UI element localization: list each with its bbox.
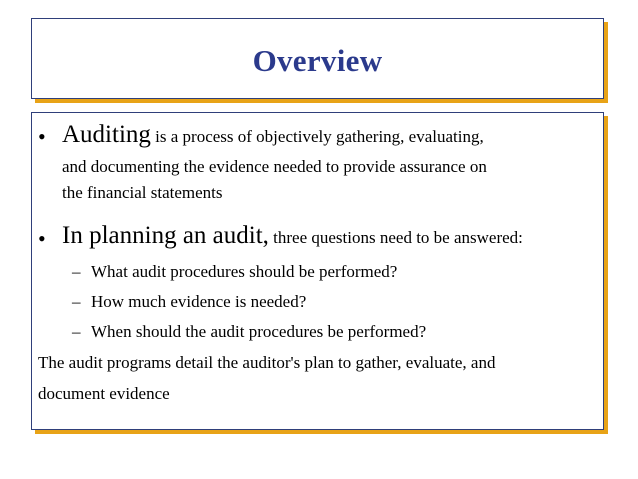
sub-item-3: When should the audit procedures be performed? [91,322,427,341]
slide-title: Overview [252,42,383,78]
sub-item-marker: – [72,322,81,341]
bullet-marker: • [38,226,46,251]
bullet-1-line-2: and documenting the evidence needed to provide assurance on [62,157,487,176]
bullet-marker: • [38,124,46,149]
bullet-2-text: three questions need to be answered: [268,228,523,247]
sub-item-marker: – [72,262,81,281]
closing-line-2: document evidence [38,384,170,403]
bullet-1-lead: Auditing [62,121,151,148]
bullet-2 [62,222,523,250]
bullet-1-line-3: the financial statements [62,183,223,202]
bullet-2-lead: In planning an audit, [62,222,269,249]
sub-item-1: What audit procedures should be performed? [91,262,398,281]
closing-line-1: The audit programs detail the auditor's plan to gather, evaluate, and [38,353,496,372]
bullet-1 [62,121,484,149]
title-box [31,18,604,99]
bullet-1-text: is a process of objectively gathering, evaluating, [150,127,484,146]
sub-item-marker: – [72,292,81,311]
sub-item-2: How much evidence is needed? [91,292,307,311]
